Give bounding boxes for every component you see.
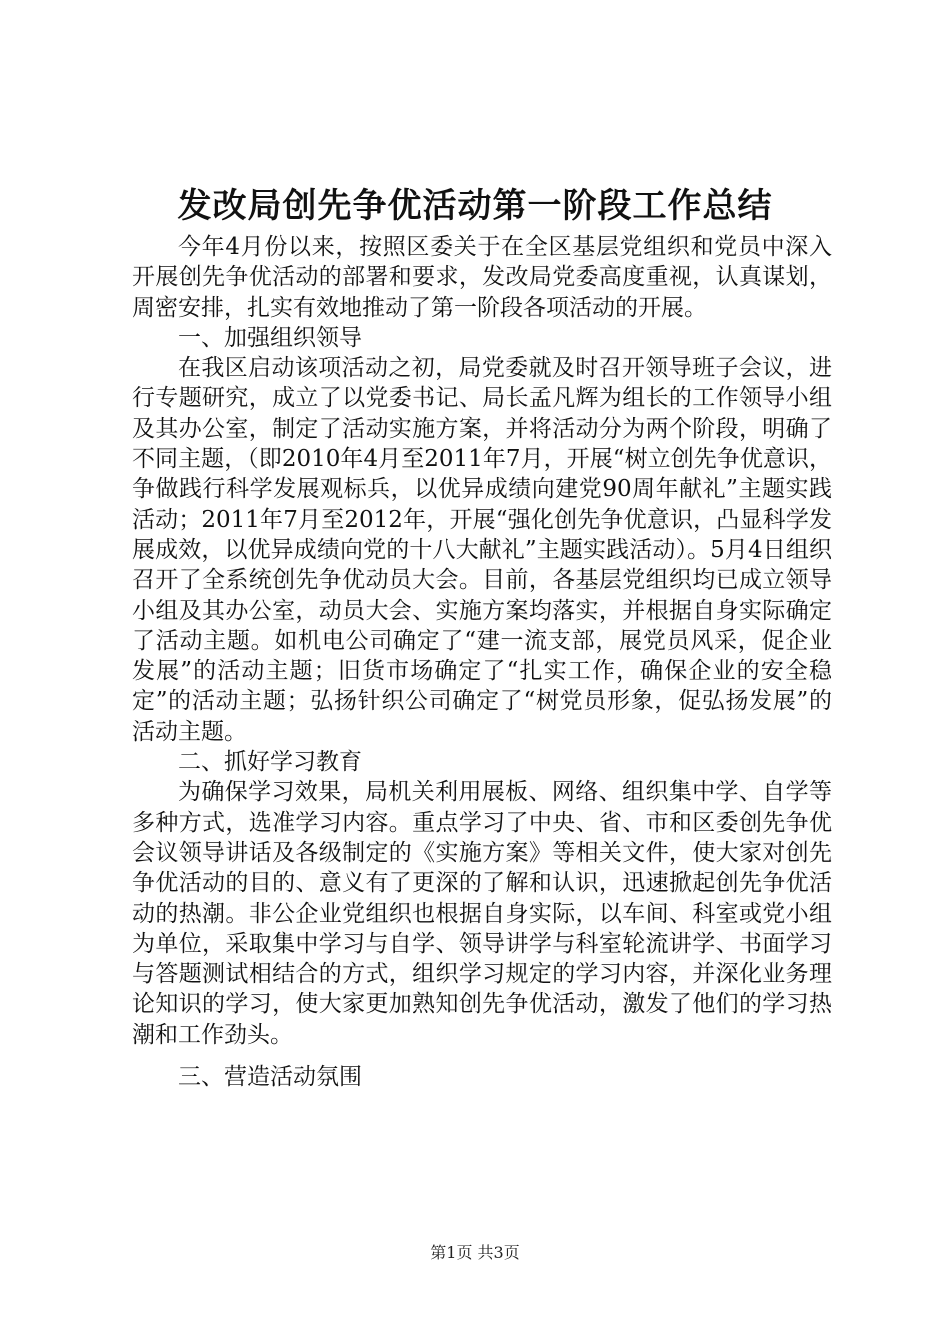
paragraph-intro: 今年4月份以来，按照区委关于在全区基层党组织和党员中深入开展创先争优活动的部署和要求，发改局党委高度重视，认真谋划，周密安排，扎实有效地推动了第一阶段各项活动的开展。 [132, 234, 832, 321]
document-body [132, 232, 832, 1092]
paragraph-section-1: 在我区启动该项活动之初，局党委就及时召开领导班子会议，进行专题研究，成立了以党委书记、局长孟凡辉为组长的工作领导小组及其办公室，制定了活动实施方案，并将活动分为两个阶段，明确了不同主题，（即2010年4月至2011年7月，开展“树立创先争优意识，争做践行科学发展观标兵，以优异成绩向建党90周年献礼”主题实践活动；2011年7月至2012年，开展“强化创先争优意识，凸显科学发展成效，以优异成绩向党的十八大献礼”主题实践活动）。5月4日组织召开了全系统创先争优动员大会。目前，各基层党组织均已成立领导小组及其办公室，动员大会、实施方案均落实，并根据自身实际确定了活动主题。如机电公司确定了“建一流支部，展党员风采，促企业发展”的活动主题；旧货市场确定了“扎实工作，确保企业的安全稳定”的活动主题；弘扬针织公司确定了“树党员形象，促弘扬发展”的活动主题。 [132, 355, 832, 745]
paragraph-section-2: 为确保学习效果，局机关利用展板、网络、组织集中学、自学等多种方式，选准学习内容。重点学习了中央、省、市和区委创先争优会议领导讲话及各级制定的《实施方案》等相关文件，使大家对创先争优活动的目的、意义有了更深的了解和认识，迅速掀起创先争优活动的热潮。非公企业党组织也根据自身实际，以车间、科室或党小组为单位，采取集中学习与自学、领导讲学与科室轮流讲学、书面学习与答题测试相结合的方式，组织学习规定的学习内容，并深化业务理论知识的学习，使大家更加熟知创先争优活动，激发了他们的学习热潮和工作劲头。 [132, 779, 832, 1048]
section-heading-3: 三、营造活动氛围 [178, 1064, 362, 1091]
document-title: 发改局创先争优活动第一阶段工作总结 [177, 186, 773, 226]
page-footer: 第1页 共3页 [430, 1243, 520, 1262]
section-heading-1: 一、加强组织领导 [178, 324, 362, 351]
section-heading-2: 二、抓好学习教育 [178, 749, 362, 776]
